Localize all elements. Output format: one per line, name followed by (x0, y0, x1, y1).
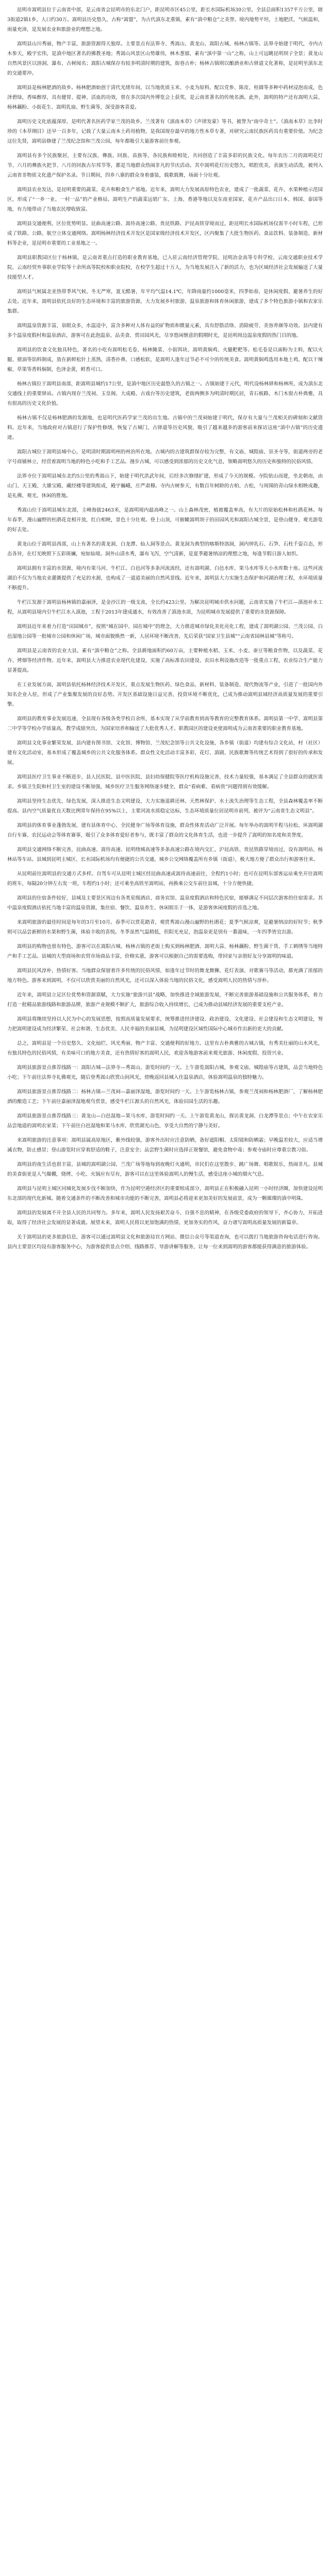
paragraph: 嵩明县的教育事业发展迅速，全县现有各级各类学校百余所，基本实现了从学前教育到高等教育的完整教育体系。嵩明县第一中学、嵩明县第二中学等学校办学质量高，教学成绩突出，为国家培养和输送了大批优秀人才。职教园区的建设更使嵩明成为云南省重要的职业教育基地。 (7, 716, 323, 732)
paragraph: 昆明市嵩明县位于云南省中部，是云南省会昆明市的东北门户，距昆明市区45公里，距长水国际机场30公里。全县总面积1357平方公里，辖3街道2镇1乡，人口约30万。嵩明县历史悠久，古称“嵩盟”，为古代滇东北重镇，素有“滇中粮仓”之美誉。境内地势平坦，土地肥沃，气候温和，雨量充沛，是发展农业和旅游业的理想之地。 (7, 7, 323, 32)
paragraph: 总之，嵩明县是一个历史悠久、文化灿烂、风光秀丽、物产丰富、交通便利的好地方。这里有古朴典雅的古城古镇，有秀美壮丽的山水风光，有独具特色的民俗风情，有美味可口的地方美食，还有热情好客的嵩明人民，欢迎各地游客前来观光旅游、休闲度假、投资兴业。 (7, 1041, 323, 1056)
paragraph: 牛栏江发源于嵩明县杨林镇的嘉丽泽，是金沙江的一级支流，全长约423公里。为解决昆明城市供水问题，云南省实施了牛栏江—滇池补水工程，从嵩明县境内引牛栏江水入滇池，工程于2013年建成通水，有效改善了滇池水质，为昆明城市发展提供了重要的水资源保障。 (7, 600, 323, 615)
paragraph: 嵩明县拥有丰富的水资源，境内有果马河、牛栏江、白邑河等多条河流流经，还有嵩明湖、白邑水库、果马水库等大小水库数十座。这些河流湖泊不仅为当地农业灌溉提供了充足的水源，也构成了一道道美丽的自然风景线。近年来，嵩明县大力实施生态保护和河湖治理工程，水环境质量不断提升。 (7, 566, 323, 591)
paragraph: 嵩明历史文化底蕴深厚，是明代著名医药学家兰茂的故乡。兰茂著有《滇南本草》《声律发蒙》等书，被誉为“南中奇士”。《滇南本草》比李时珍的《本草纲目》还早一百多年，记载了大量云南本土药用植物，是我国现存最早的地方性本草专著，对研究云南民族医药具有重要价值。为纪念这位先贤，嵩明县修建了兰茂纪念馆和兰茂公园，每年都吸引大量游客前往参观。 (7, 119, 323, 144)
paragraph: 来嵩明旅游的最佳时间是每年的3月至10月。春季可以赏花踏青，观赏秀嵩山漫山遍野的杜鹃花；夏季气候凉爽，是避暑纳凉的好时节；秋季则可以品尝新鲜的水果和野生菌，体验丰收的喜悦。冬季虽然气温稍低，但阳光充足，泡温泉更是别有一番滋味，一年四季皆宜出游。 (7, 920, 323, 935)
paragraph: 嵩明县的发展离不开全县人民的共同努力。多年来，嵩明人民发扬艰苦奋斗、自强不息的精神，在各级党委政府的领导下，齐心协力，开拓进取，取得了经济社会发展的显著成就。展望未来，嵩明人民将以更加饱满的热情、更加务实的作风，奋力谱写嵩明高质量发展的新篇章。 (7, 1210, 323, 1226)
paragraph: 关于嵩明县的更多旅游信息，游客可以通过嵩明县文化和旅游局官方网站、微信公众号等渠道查询，也可以拨打当地旅游咨询电话进行咨询。县内主要景区均设有游客服务中心，为游客提供景点介绍、线路推荐、导游讲解等服务，让每一位来到嵩明的游客都能获得满意的旅游体验。 (7, 1234, 323, 1250)
paragraph: 嵩明县职教园区位于杨林镇，是云南省重点打造的职业教育基地，已入驻云南经济管理学院、昆明冶金高等专科学校、云南交通职业技术学院、云南经贸外事职业学院等十余所高等院校和职业院校，在校学生超过十万人，为当地发展注入了新的活力，也为区域经济社会发展输送了大量技能型人才。 (7, 255, 323, 280)
paragraph: 嵩明县文化事业繁荣发展，县内建有图书馆、文化馆、博物馆、兰茂纪念馆等公共文化设施，各乡镇（街道）均建有综合文化站，村（社区）建有文化活动室，基本形成了覆盖城乡的公共文化服务体系。群众性文化活动丰富多彩，花灯、滇剧、民族歌舞等传统艺术得到了很好的传承和发展。 (7, 740, 323, 766)
paragraph: 嵩明县与昆明主城区同城化发展步伐不断加快，作为昆明空港经济区的重要组成部分，嵩明县正在积极融入昆明一小时经济圈，加快建设昆明东北部的现代化新城。随着交通条件的不断改善和城市功能的不断完善，嵩明县必将迎来更加美好的发展前景，成为一颗璀璨的滇中明珠。 (7, 1186, 323, 1201)
paragraph: 杨林古镇不仅是杨林肥酒的发源地，也是明代医药学家兰茂的出生地。古镇中的兰茂祠始建于明代，保存有大量与兰茂相关的碑刻和文献资料。近年来，当地政府对古镇进行了保护性修缮，恢复了古城门、古驿道等历史风貌，吸引了越来越多的游客前来探访这座“滇中古镇”的历史遗迹。 (7, 415, 323, 440)
paragraph: 嵩明县坚持生态优先、绿色发展，深入推进生态文明建设，大力实施退耕还林、天然林保护、水土流失治理等生态工程，全县森林覆盖率不断提高。县内空气质量优良天数比例常年保持在95%以上，主要河流水质稳定达标，生态环境质量位居昆明市前列，被评为“云南省生态文明县”。 (7, 799, 323, 814)
paragraph: 嵩明县的购物也很有特色，游客可以在嵩阳古城、杨林古镇的老街上购买到杨林肥酒、嵩明大蒜、杨林藕粉、野生菌干货、手工刺绣等当地特产和手工艺品。县城的大型商场和农贸市场商品丰富，价格实惠，游客可以根据自己的需要选购，带回家与亲朋好友分享嵩明的味道。 (7, 944, 323, 959)
paragraph: 杨林古镇位于嵩明县南部，距嵩明县城约17公里，是滇中地区历史最悠久的古镇之一。古镇始建于元代，明代设杨林驿和杨林所，成为滇东北交通线上的重要驿站。古镇内现存兰茂祠、玉皇阁、大成殿、古戏台等历史建筑，老街两侧多为明清时期民居，青石板路、木门木窗古朴典雅，具有很高的历史文化价值。 (7, 381, 323, 406)
paragraph: 嵩明县旅游景点推荐线路二：杨林古镇—兰茂祠—嘉丽泽湿地，游览时间约一天。上午游览杨林古镇，参观兰茂祠和杨林肥酒厂，了解杨林肥酒的酿造工艺；下午前往嘉丽泽湿地观鸟赏景，感受牛栏江源头的自然风光，体验田园生活的乐趣。 (7, 1089, 323, 1105)
paragraph: 黄龙山位于嵩明县西部，山上有著名的黄龙洞、白龙潭、仙人洞等景点。黄龙洞为典型的喀斯特溶洞，洞内钟乳石、石笋、石柱千姿百态，形态各异，在灯光映照下五彩斑斓，宛如仙境。洞外山清水秀，瀑布飞泻，空气清新，是夏季避暑纳凉的理想之地，每逢节假日游人如织。 (7, 541, 323, 557)
paragraph: 来嵩明旅游的注意事项：嵩明县属高原地区，紫外线较强，游客外出时应注意防晒，备好遮阳帽、太阳镜和防晒霜；早晚温差较大，应适当增减衣物，防止感冒；登山游览时应穿着舒适的鞋子，注意安全；品尝野生菌时应选择正规餐馆，避免食物中毒；参观寺庙时应尊重宗教习俗。 (7, 1138, 323, 1153)
paragraph: 嵩明县交通便利，区位优势明显。昆曲高速公路、嵩待高速公路、贵昆铁路、沪昆高铁穿境而过，距昆明长水国际机场仅需半小时车程，已形成了铁路、公路、航空立体交通网络。嵩明杨林经济技术开发区是国家级经济技术开发区，区内聚集了大批生物医药、食品饮料、装备制造、新材料等企业，是昆明市重要的工业基地之一。 (7, 221, 323, 246)
paragraph: 法界寺位于嵩明县城东北约5公里的秀嵩山下，始建于明代洪武年间，后经多次修缮扩建，形成了今天的规模。寺院依山而建，坐北朝南，由山门、天王殿、大雄宝殿、藏经楼等建筑组成，殿宇巍峨，庄严肃穆。寺内古树参天，有数百年树龄的古柏、古松，与周围的青山绿水相映成趣，是礼佛、观光、休闲的胜地。 (7, 473, 323, 499)
paragraph: 嵩明县的饮食文化独具特色，著名的小吃有嵩明松毛卷、杨林腌菜、小街饵块、嵩明黄焖鸡、火腿粑粑等。松毛卷是以面粉为主料，配以火腿、猪油等馅料制成，放在新鲜松针上蒸熟，清香扑鼻，口感松软，是嵩明人逢年过节必不可少的传统美食。嵩明黄焖鸡选用本地土鸡，配以干辣椒、草果等香料焖制，色泽金黄，鲜香可口。 (7, 347, 323, 372)
paragraph: 秀嵩山位于嵩明县城东北部，主峰海拔2463米，是嵩明境内最高峰之一。山上森林茂密，植被覆盖率高，有大片的原始松林和杜鹃花林。每年春季，漫山遍野的杜鹃花竞相开放，红白相映，景色十分壮观。登上山顶，可俯瞰嵩明坝子的田园风光和嵩阳古城全景，是登山健身、观光游览的好去处。 (7, 507, 323, 533)
paragraph: 嵩明县山川秀丽，物产丰富，旅游资源得天独厚。主要景点有法界寺、秀嵩山、黄龙山、嵩阳古城、杨林古镇等。法界寺始建于明代，寺内古木参天，殿宇宏伟，是滇中地区著名的佛教圣地；秀嵩山风景区山势雄伟，林木葱郁，素有“滇中第一山”之称，山上可远眺昆明坝子全景；黄龙山自然风景区以溶洞、瀑布、古树闻名；嵩阳古城保存有较多明清时期的建筑，街巷古朴；杨林古镇则以酿酒业和古驿道文化著称，是昆明至滇东北的交通要冲。 (7, 41, 323, 76)
paragraph: 近年来，嵩明县立足区位优势和资源禀赋，大力实施“旅游兴县”战略，加快推进全域旅游发展，不断完善旅游基础设施和公共服务体系，着力打造一批精品旅游线路和旅游品牌，旅游产业规模不断扩大，旅游综合收入持续增长，已成为推动县域经济发展的重要支柱产业。 (7, 992, 323, 1008)
paragraph: 嵩明县旅游景点推荐线路三：黄龙山—白邑湿地—果马水库，游览时间约一天。上午游览黄龙山，探访黄龙洞、白龙潭等景点；中午在农家乐品尝地道的嵩明农家菜；下午前往白邑湿地和果马水库，欣赏湖光山色，享受大自然的宁静与美好。 (7, 1113, 323, 1129)
paragraph: 嵩阳古城位于嵩明县城中心，是明清时期嵩明州的州治所在地。古城内的古建筑群保存较为完整，有文庙、城隍庙、崇圣寺等，街道两旁的老字号商铺林立，经营着嵩明当地的特色小吃和手工艺品。漫步古城，可以感受到浓郁的历史文化气息，领略嵩明悠久的历史和独特的民俗风情。 (7, 449, 323, 465)
paragraph: 嵩明县交通网络不断完善，昆曲高速、嵩待高速、昆明绕城高速等多条高速公路在境内交汇，沪昆高铁、贵昆铁路穿境而过，设有嵩明站、杨林站等车站。县城到昆明主城区、长水国际机场均有便捷的公共交通，城乡公交网络覆盖所有乡镇（街道），极大地方便了群众出行和游客往来。 (7, 847, 323, 862)
paragraph: 嵩明县是云南省的农业大县，素有“滇中粮仓”之称。全县耕地面积约60万亩，主要种植水稻、玉米、小麦、蚕豆等粮食作物，以及蔬菜、花卉、烤烟等经济作物。近年来，嵩明县大力推进农业现代化建设，实施了高标准农田建设、农田水利设施改造等一批重点工程，农业综合生产能力显著提高。 (7, 648, 323, 673)
paragraph: 嵩明县的体育事业蓬勃发展，建有县体育中心、全民健身广场等体育设施，群众性体育活动广泛开展。每年举办的嵩明半程马拉松、环嵩明湖自行车赛、农民运动会等体育赛事，吸引了众多体育爱好者参与，既丰富了群众的文化体育生活，也进一步提升了嵩明的知名度和美誉度。 (7, 823, 323, 838)
paragraph: 嵩明温泉资源丰富，泉眼众多，水温适中，富含多种对人体有益的矿物质和微量元素，具有舒筋活络、消除疲劳、美容养颜等功效。县内建有多个温泉度假村和温泉酒店，游客可在此泡温泉、品美食、赏田园风光，尽享悠闲惬意的假期时光，是昆明周边温泉度假的热门目的地。 (7, 323, 323, 338)
paragraph: 嵩明县农业发达，是昆明重要的蔬菜、花卉和粮食生产基地。近年来，嵩明大力发展高原特色农业，建成了一批蔬菜、花卉、水果种植示范园区，形成了“一乡一业、一村一品”的产业格局。嵩明生产的蔬菜远销广东、上海、香港等地以及东南亚国家，花卉产品出口日本、韩国、泰国等地，有力地带动了当地农民增收致富。 (7, 187, 323, 212)
paragraph: 嵩明县医疗卫生事业不断进步，县人民医院、县中医医院、县妇幼保健院等医疗机构设施完善，技术力量较强，基本满足了全县群众的就医需求。乡镇卫生院和村卫生室的建设不断加强，城乡医疗卫生服务网络逐步健全，群众“看病难、看病贵”问题得到有效缓解。 (7, 774, 323, 790)
paragraph: 嵩明县将继续坚持以人民为中心的发展思想，按照高质量发展要求，统筹推进经济建设、政治建设、文化建设、社会建设和生态文明建设，努力把嵩明建设成为经济繁荣、社会和谐、生态优美、人民幸福的美丽县城，为昆明建设区域性国际中心城市作出新的更大的贡献。 (7, 1016, 323, 1032)
paragraph: 嵩明县有多个民族聚居，主要有汉族、彝族、回族、苗族等，各民族和睦相处，共同创造了丰富多彩的民族文化。每年农历二月的嵩明花灯节、六月的彝族火把节、八月的回族古尔邦节等，都是当地群众热闹非凡的节庆活动。其中嵩明花灯历史悠久，唱腔优美，表演生动活泼，被列入云南省非物质文化遗产保护名录。节日期间，四乡八寨的群众身着盛装，载歌载舞，场面十分壮观。 (7, 153, 323, 178)
paragraph: 嵩明县旅游景点推荐线路一：嵩阳古城—法界寺—秀嵩山，游览时间约一天。上午游览嵩阳古城，参观文庙、城隍庙等古建筑，品尝当地特色小吃；下午前往法界寺礼佛观光，随后登秀嵩山欣赏山间风光，傍晚返回县城入住温泉酒店，体验嵩明温泉的独特魅力。 (7, 1065, 323, 1080)
paragraph: 嵩明县气候属北亚热带季风气候，冬无严寒，夏无酷暑，年平均气温14.1℃，年降雨量约1000毫米，四季如春，是休闲度假、避暑养生的好去处。近年来，嵩明县依托良好的生态环境和丰富的旅游资源，大力发展乡村旅游、温泉旅游和体育休闲旅游，建成了多个特色旅游小镇和农家乐集群。 (7, 289, 323, 314)
paragraph: 嵩明县民风淳朴，热情好客。当地群众保留着许多传统的民俗风情，如逢年过节时的舞龙舞狮、花灯表演、对歌赛马等活动，都充满了浓郁的地方特色。游客来到嵩明，不仅可以欣赏美丽的自然风光，还可以深入体验当地的民俗文化，感受嵩明人民的热情与淳朴。 (7, 968, 323, 984)
paragraph: 从昆明前往嵩明县的交通方式多样。自驾车可从昆明主城区经昆曲高速或嵩待高速前往，全程约1小时；也可在昆明东部客运站乘坐开往嵩明的班车，每隔20分钟左右发一班，车程约1小时；还可乘坐高铁至嵩明站，再换乘公交车前往县城，十分方便快捷。 (7, 871, 323, 887)
article-body (0, 0, 330, 1265)
paragraph: 嵩明县近年来着力打造“田园城市”，按照“城在园中、园在城中”的理念，大力推进城市绿化美化亮化工程，建成了嵩明湖公园、兰茂公园、白邑湿地公园等一批城市公园和休闲广场，城市面貌焕然一新，人居环境不断改善，先后荣获“国家卫生县城”“云南省园林县城”等称号。 (7, 624, 323, 639)
paragraph: 嵩明县的夜生活也很丰富，县城的嵩明湖公园、兰茂广场等地每到夜晚灯火通明，市民们在这里散步、跳广场舞、唱歌娱乐，热闹非凡。县城的美食街更是人气爆棚，烧烤、小吃、火锅应有尽有，游客可以在这里体验嵩明人的慢生活，感受这座小城的烟火气息。 (7, 1162, 323, 1177)
paragraph: 嵩明县是杨林肥酒的故乡。杨林肥酒始创于清代光绪年间，以当地优质玉米、小麦为原料，配以党参、陈皮、桂圆等多种中药材浸泡而成，色泽碧绿，香味醇厚，具有健胃、提神、活血的功效，曾在多次国内外博览会上获奖，是云南省著名的传统名酒。此外，嵩明的特产还有嵩明大蒜、杨林藕粉、小街花生、嵩明乳扇、野生菌等，深受游客喜爱。 (7, 85, 323, 110)
paragraph: 嵩明县的住宿条件较好，县城及主要景区周边有各类星级酒店、商务宾馆、温泉度假酒店和特色民宿，能够满足不同层次游客的住宿需求。其中温泉度假酒店依托当地丰富的温泉资源，集住宿、餐饮、温泉养生、休闲娱乐于一体，是游客休闲度假的首选之地。 (7, 895, 323, 911)
paragraph: 在工业发展方面，嵩明县依托杨林经济技术开发区，重点发展生物医药、绿色食品、新材料、装备制造、现代物流等产业，引进了一批国内外知名企业入驻，形成了产业集聚发展的良好态势。开发区基础设施日益完善，投资环境不断优化，已成为推动嵩明县域经济高质量发展的重要引擎。 (7, 682, 323, 707)
